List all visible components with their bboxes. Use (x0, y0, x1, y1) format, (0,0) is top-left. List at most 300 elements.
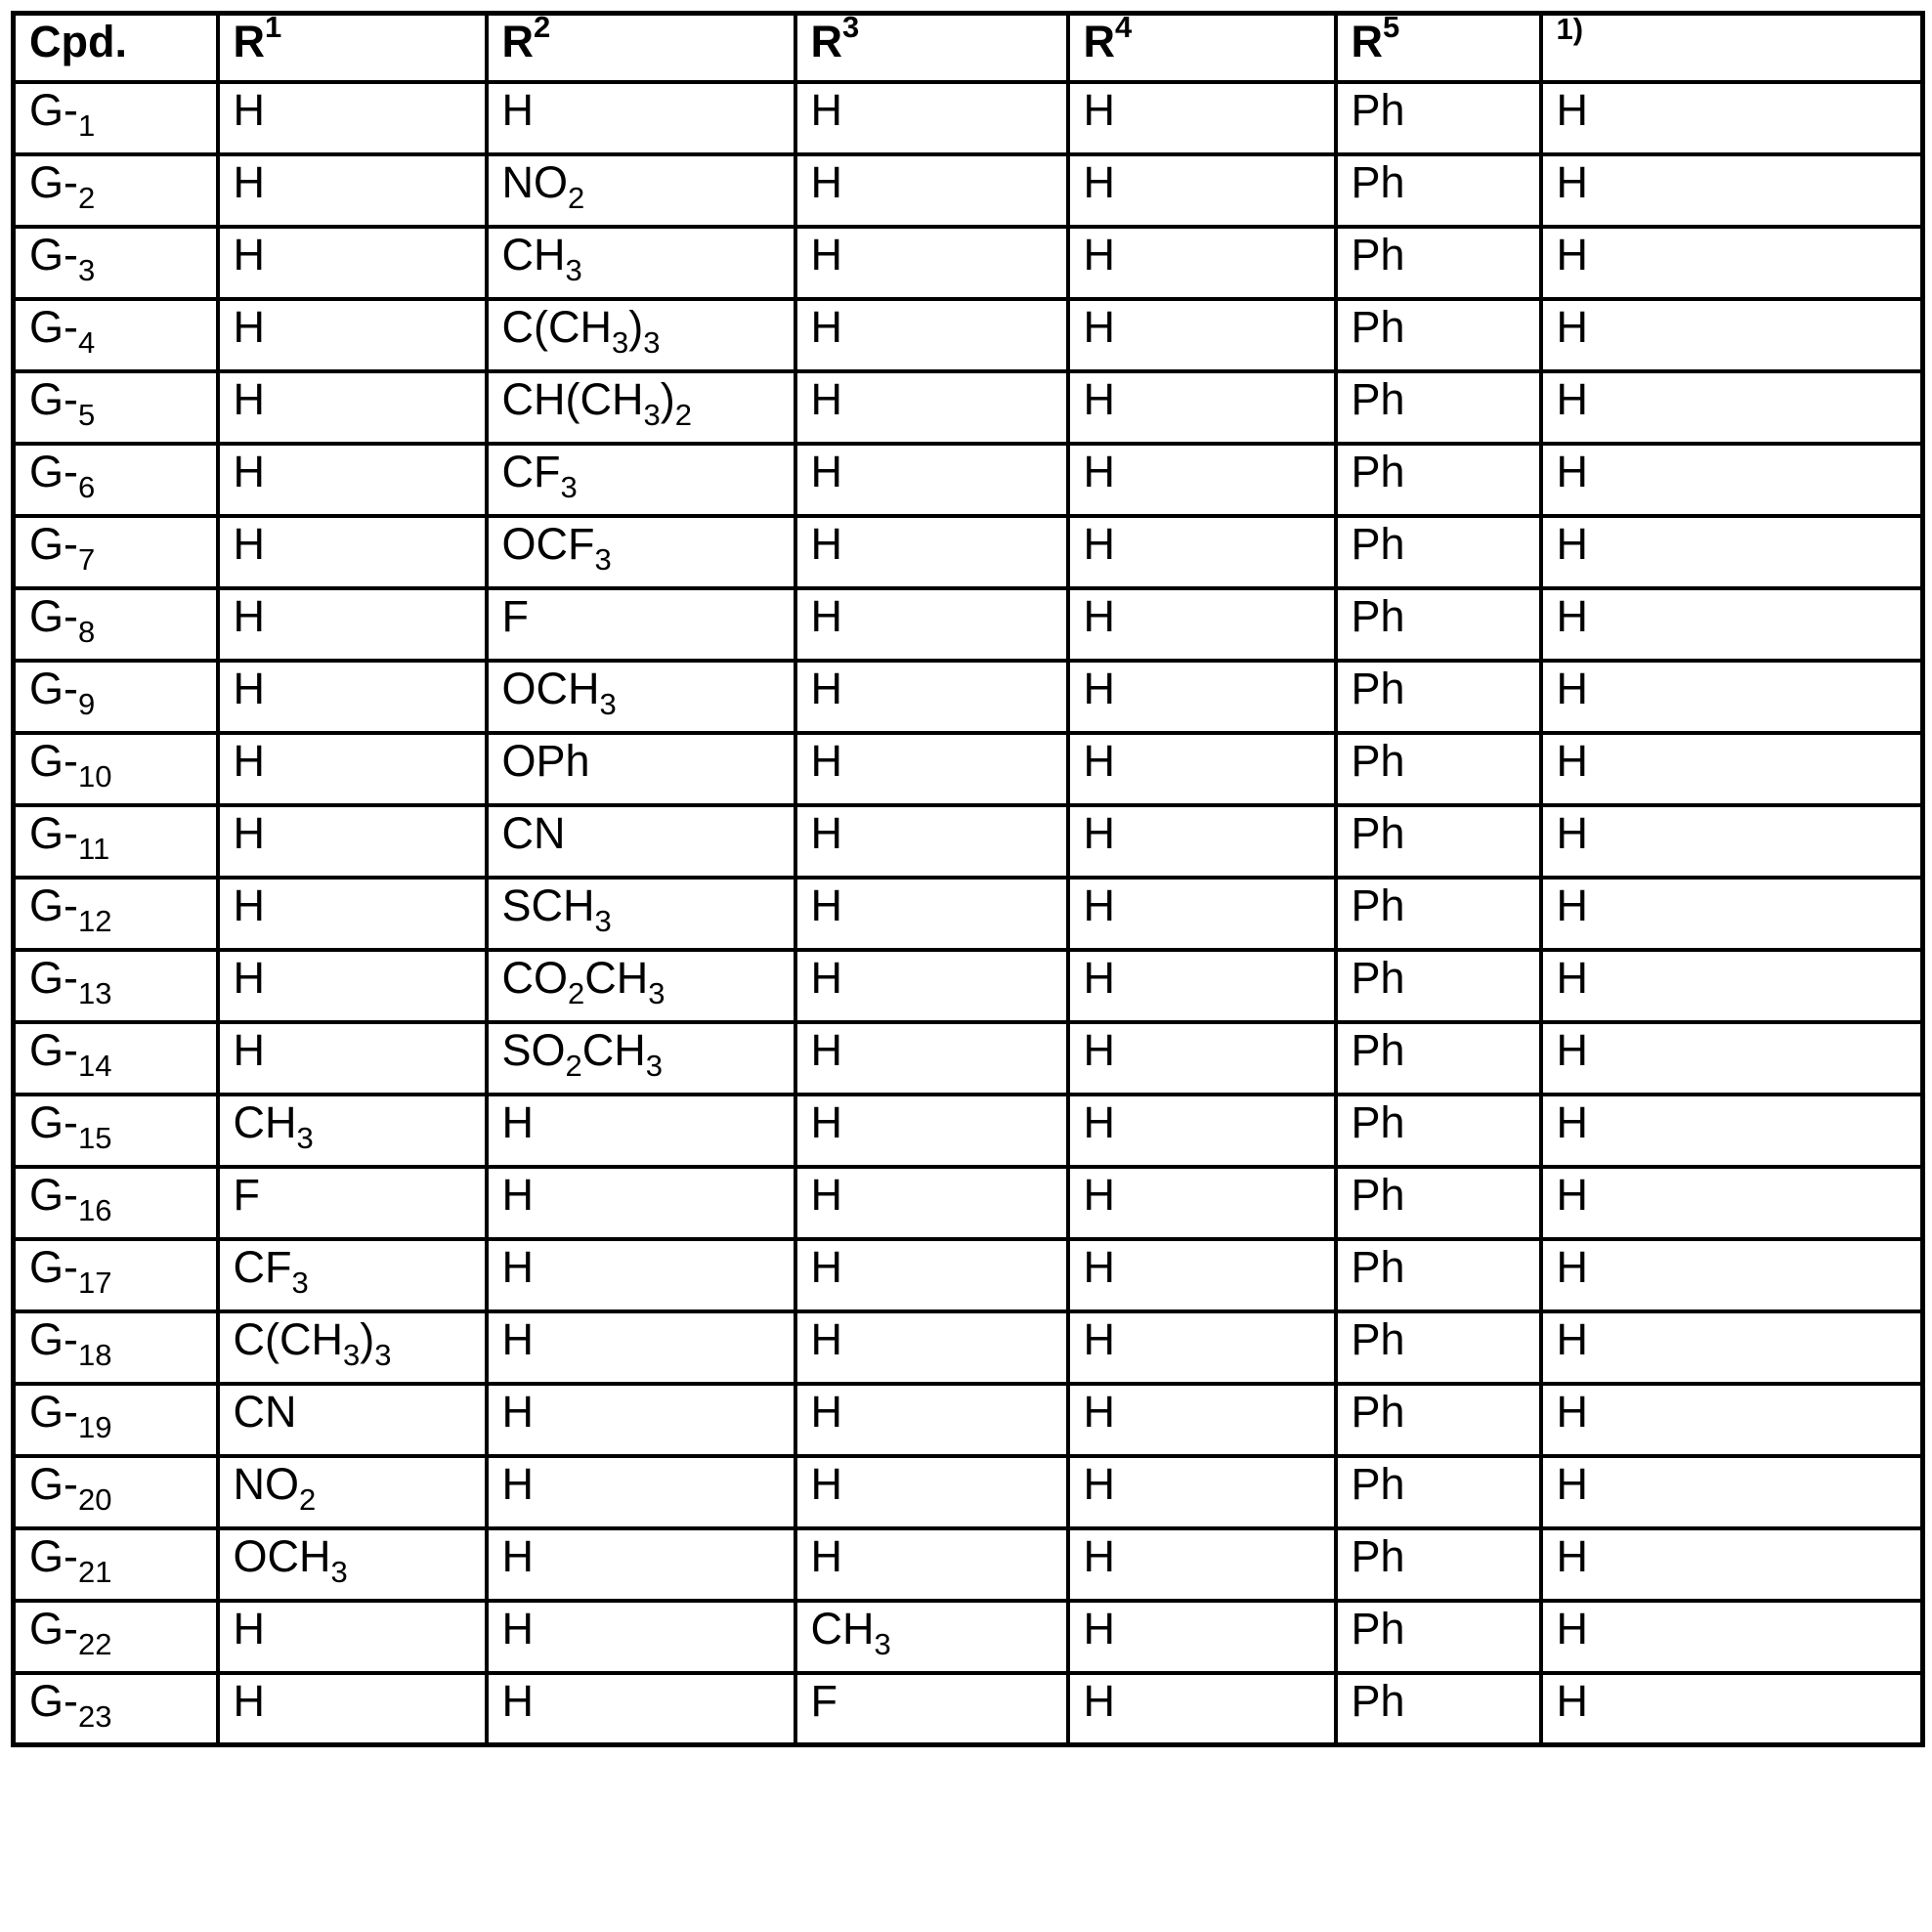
cell-r2 (487, 805, 795, 878)
cell-r1 (218, 1022, 487, 1095)
cell-note (1541, 733, 1923, 805)
cell-r2 (487, 371, 795, 444)
table-row (14, 299, 1923, 371)
substituent-value: H (233, 1675, 265, 1726)
cell-r4 (1068, 1528, 1336, 1601)
cell-r2 (487, 1095, 795, 1167)
substituent-value: H (1083, 1458, 1115, 1509)
header-superscript: 2 (534, 10, 551, 44)
cell-note (1541, 1528, 1923, 1601)
cell-r3 (795, 661, 1068, 733)
cell-note (1541, 661, 1923, 733)
substituent-value: H (810, 1530, 842, 1581)
substituent-value: H (1556, 1024, 1588, 1075)
cell-r5 (1336, 154, 1541, 227)
substituent-value: H (1556, 807, 1588, 858)
substituent-value: H (501, 1386, 534, 1437)
substituent-value: H (1083, 301, 1115, 352)
substituent-value: H (501, 1530, 534, 1581)
cell-r3 (795, 227, 1068, 299)
cell-note (1541, 1456, 1923, 1528)
compound-id: $G-_{16}$ (29, 1169, 112, 1227)
substituent-value: H (1083, 229, 1115, 279)
cell-r5 (1336, 1384, 1541, 1456)
cell-cpd (14, 371, 218, 444)
table-row (14, 227, 1923, 299)
substituent-value: H (233, 446, 265, 496)
substituent-value: H (233, 518, 265, 569)
substituent-value: H (1083, 1603, 1115, 1653)
compound-id: $G-_4$ (29, 301, 96, 360)
cell-r1 (218, 805, 487, 878)
substituent-value: H (1556, 1458, 1588, 1509)
substituent-value: H (233, 590, 265, 641)
cell-r5 (1336, 82, 1541, 154)
substituent-value: H (233, 84, 265, 135)
cell-r1 (218, 444, 487, 516)
cell-r1 (218, 1167, 487, 1239)
substituent-value: H (1083, 518, 1115, 569)
substituent-value: Ph (1351, 1313, 1405, 1364)
cell-r4 (1068, 516, 1336, 588)
substituent-value: H (810, 518, 842, 569)
cell-r1 (218, 82, 487, 154)
cell-note (1541, 878, 1923, 950)
cell-r4 (1068, 82, 1336, 154)
compound-id: $G-_{18}$ (29, 1313, 112, 1372)
cell-r2 (487, 299, 795, 371)
cell-note (1541, 588, 1923, 661)
substituent-value: Ph (1351, 1024, 1405, 1075)
substituent-value: F (501, 590, 529, 641)
substituent-value: H (1083, 1675, 1115, 1726)
cell-note (1541, 227, 1923, 299)
substituent-value: H (501, 1169, 534, 1220)
header-row (14, 14, 1923, 82)
substituent-value: H (1083, 373, 1115, 424)
substituent-value: H (810, 84, 842, 135)
substituent-value: H (233, 1024, 265, 1075)
table-row (14, 588, 1923, 661)
cell-r2 (487, 227, 795, 299)
cell-r3 (795, 1528, 1068, 1601)
header-superscript: 5 (1383, 10, 1400, 44)
column-header-label-r3: $R^3$ (810, 10, 860, 66)
cell-note (1541, 1167, 1923, 1239)
cell-r5 (1336, 950, 1541, 1022)
substituent-value: H (1556, 590, 1588, 641)
cell-r3 (795, 1095, 1068, 1167)
table-body (14, 82, 1923, 1745)
substituent-value: $OCF_3$ (501, 518, 612, 577)
substituent-value: H (1556, 735, 1588, 786)
substituent-value: H (1556, 518, 1588, 569)
cell-cpd (14, 1167, 218, 1239)
cell-r4 (1068, 444, 1336, 516)
cell-cpd (14, 878, 218, 950)
substituent-value: H (1083, 1169, 1115, 1220)
substituent-value: H (501, 1096, 534, 1147)
substituent-value: H (1556, 373, 1588, 424)
substituent-value: $CF_3$ (233, 1241, 309, 1300)
cell-r4 (1068, 227, 1336, 299)
substituent-value: H (501, 84, 534, 135)
cell-r5 (1336, 733, 1541, 805)
cell-cpd (14, 661, 218, 733)
substituent-value: $SCH_3$ (501, 880, 612, 938)
cell-r1 (218, 154, 487, 227)
table-row (14, 1456, 1923, 1528)
column-header-r2 (487, 10, 795, 82)
substituent-value: Ph (1351, 1603, 1405, 1653)
substituent-value: H (1556, 952, 1588, 1003)
cell-r2 (487, 733, 795, 805)
cell-cpd (14, 1022, 218, 1095)
substituent-value: H (1556, 1675, 1588, 1726)
cell-note (1541, 1311, 1923, 1384)
table-row (14, 805, 1923, 878)
compound-id: $G-_{17}$ (29, 1241, 112, 1300)
substituent-value: H (501, 1241, 534, 1292)
cell-r5 (1336, 299, 1541, 371)
cell-r3 (795, 588, 1068, 661)
table-row (14, 516, 1923, 588)
compound-id: $G-_5$ (29, 373, 96, 432)
table-row (14, 1601, 1923, 1673)
cell-r5 (1336, 805, 1541, 878)
cell-note (1541, 299, 1923, 371)
substituent-value: H (1556, 1096, 1588, 1147)
substituent-value: H (1083, 1386, 1115, 1437)
cell-r5 (1336, 1311, 1541, 1384)
cell-r5 (1336, 1601, 1541, 1673)
cell-r2 (487, 588, 795, 661)
substituent-value: F (810, 1675, 837, 1726)
cell-r3 (795, 733, 1068, 805)
cell-cpd (14, 805, 218, 878)
cell-note (1541, 805, 1923, 878)
substituent-value: H (233, 880, 265, 930)
cell-note (1541, 1239, 1923, 1311)
header-superscript: 1 (265, 10, 282, 44)
substituent-value: Ph (1351, 663, 1405, 713)
compound-id: $G-_2$ (29, 156, 96, 215)
cell-r3 (795, 1601, 1068, 1673)
cell-r2 (487, 1456, 795, 1528)
substituent-value: H (1083, 1530, 1115, 1581)
cell-r2 (487, 154, 795, 227)
cell-r1 (218, 1384, 487, 1456)
cell-r2 (487, 878, 795, 950)
substituent-value: H (810, 663, 842, 713)
cell-r5 (1336, 444, 1541, 516)
substituent-value: H (1083, 1313, 1115, 1364)
substituent-value: H (1083, 590, 1115, 641)
table-row (14, 950, 1923, 1022)
compound-id: $G-_{11}$ (29, 807, 110, 866)
cell-cpd (14, 1673, 218, 1745)
cell-r1 (218, 1673, 487, 1745)
substituent-value: H (1556, 446, 1588, 496)
substituent-value: $CH_3$ (233, 1096, 314, 1155)
cell-r5 (1336, 1528, 1541, 1601)
substituent-value: H (810, 229, 842, 279)
compound-id: $G-_9$ (29, 663, 96, 721)
cell-r1 (218, 733, 487, 805)
compound-id: $G-_{14}$ (29, 1024, 112, 1083)
substituent-value: Ph (1351, 1241, 1405, 1292)
substituent-value: H (810, 446, 842, 496)
substituent-value: H (1083, 663, 1115, 713)
compound-id: $G-_3$ (29, 229, 96, 287)
cell-r5 (1336, 1239, 1541, 1311)
substituent-value: H (1083, 1241, 1115, 1292)
substituent-value: H (1083, 880, 1115, 930)
cell-r4 (1068, 805, 1336, 878)
substituent-value: $CH_3$ (810, 1603, 891, 1661)
substituent-value: H (810, 1386, 842, 1437)
substituent-value: H (501, 1313, 534, 1364)
cell-r2 (487, 444, 795, 516)
footnote-marker: 1) (1556, 12, 1584, 46)
cell-r4 (1068, 299, 1336, 371)
cell-cpd (14, 733, 218, 805)
substituent-value: Ph (1351, 1675, 1405, 1726)
table-header (14, 10, 1923, 82)
substituent-value: H (810, 1313, 842, 1364)
substituent-value: H (1556, 1386, 1588, 1437)
cell-note (1541, 1022, 1923, 1095)
cell-r1 (218, 1095, 487, 1167)
cell-r2 (487, 1601, 795, 1673)
table-row (14, 1239, 1923, 1311)
cell-r5 (1336, 661, 1541, 733)
column-header-cpd (14, 14, 218, 82)
substituent-value: $OCH_3$ (501, 663, 617, 721)
cell-r3 (795, 1311, 1068, 1384)
substituent-value: H (1556, 301, 1588, 352)
cell-cpd (14, 588, 218, 661)
substituent-value: H (810, 952, 842, 1003)
cell-note (1541, 1673, 1923, 1745)
substituent-value: $C(CH_3)_3$ (233, 1313, 392, 1372)
substituent-value: Ph (1351, 373, 1405, 424)
substituent-value: H (1083, 1096, 1115, 1147)
substituent-value: H (1556, 1313, 1588, 1364)
compound-id: $G-_{12}$ (29, 880, 112, 938)
substituent-value: H (1083, 735, 1115, 786)
cell-cpd (14, 227, 218, 299)
cell-r5 (1336, 878, 1541, 950)
substituent-value: H (810, 1241, 842, 1292)
cell-r4 (1068, 1095, 1336, 1167)
cell-r4 (1068, 1239, 1336, 1311)
table-row (14, 1167, 1923, 1239)
cell-r1 (218, 1528, 487, 1601)
substituent-value: H (1083, 952, 1115, 1003)
cell-note (1541, 154, 1923, 227)
substituent-value: H (1083, 156, 1115, 207)
column-header-note (1541, 14, 1923, 82)
column-header-label-cpd: Cpd. (29, 17, 127, 66)
substituent-value: H (810, 880, 842, 930)
cell-cpd (14, 154, 218, 227)
substituent-value: Ph (1351, 1169, 1405, 1220)
substituent-value: $OCH_3$ (233, 1530, 348, 1589)
cell-r3 (795, 516, 1068, 588)
substituent-value: CN (233, 1386, 297, 1437)
cell-r5 (1336, 227, 1541, 299)
substituent-value: Ph (1351, 446, 1405, 496)
cell-cpd (14, 950, 218, 1022)
cell-r4 (1068, 878, 1336, 950)
cell-r1 (218, 878, 487, 950)
table-row (14, 1311, 1923, 1384)
compound-id: $G-_{20}$ (29, 1458, 112, 1517)
compound-id: $G-_6$ (29, 446, 96, 504)
substituent-value: H (233, 735, 265, 786)
substituent-value: H (1556, 880, 1588, 930)
substituent-value: H (810, 373, 842, 424)
cell-r5 (1336, 516, 1541, 588)
cell-r2 (487, 82, 795, 154)
cell-r1 (218, 371, 487, 444)
substituent-value: H (233, 156, 265, 207)
substituent-value: H (501, 1603, 534, 1653)
cell-r1 (218, 227, 487, 299)
cell-r1 (218, 1311, 487, 1384)
substituent-value: OPh (501, 735, 590, 786)
substituent-value: Ph (1351, 807, 1405, 858)
substituent-value: H (501, 1458, 534, 1509)
substituent-value: Ph (1351, 735, 1405, 786)
substituent-value: $NO_2$ (501, 156, 585, 215)
cell-r4 (1068, 1167, 1336, 1239)
substituent-value: H (233, 663, 265, 713)
compound-id: $G-_{23}$ (29, 1675, 112, 1734)
cell-r5 (1336, 1673, 1541, 1745)
substituent-value: H (810, 1458, 842, 1509)
cell-r4 (1068, 1673, 1336, 1745)
compound-id: $G-_7$ (29, 518, 96, 577)
substituent-value: H (810, 156, 842, 207)
table-row (14, 733, 1923, 805)
cell-r1 (218, 516, 487, 588)
substituent-value: $CH_3$ (501, 229, 582, 287)
cell-r4 (1068, 1311, 1336, 1384)
cell-r4 (1068, 154, 1336, 227)
cell-r4 (1068, 588, 1336, 661)
substituent-value: $CF_3$ (501, 446, 578, 504)
cell-r2 (487, 661, 795, 733)
column-header-r1 (218, 10, 487, 82)
cell-r2 (487, 1384, 795, 1456)
cell-r2 (487, 1311, 795, 1384)
cell-cpd (14, 1239, 218, 1311)
substituent-value: $NO_2$ (233, 1458, 317, 1517)
substituent-value: H (1083, 807, 1115, 858)
cell-r2 (487, 1673, 795, 1745)
substituent-value: H (1083, 1024, 1115, 1075)
cell-cpd (14, 1456, 218, 1528)
substituent-value: H (810, 590, 842, 641)
cell-note (1541, 371, 1923, 444)
cell-r1 (218, 1601, 487, 1673)
column-header-label-r4: $R^4$ (1083, 10, 1133, 66)
cell-r3 (795, 950, 1068, 1022)
substituent-value: H (1556, 84, 1588, 135)
cell-r5 (1336, 1167, 1541, 1239)
cell-cpd (14, 444, 218, 516)
cell-cpd (14, 299, 218, 371)
substituent-value: H (810, 1096, 842, 1147)
table-row (14, 661, 1923, 733)
substituent-value: H (233, 373, 265, 424)
table-row (14, 1384, 1923, 1456)
table-row (14, 82, 1923, 154)
cell-r3 (795, 82, 1068, 154)
compound-id: $G-_8$ (29, 590, 96, 649)
cell-r2 (487, 516, 795, 588)
column-header-label-note (1556, 12, 1584, 66)
substituent-value: Ph (1351, 518, 1405, 569)
substituent-value: H (1556, 1530, 1588, 1581)
substituent-value: H (233, 229, 265, 279)
substituent-value: $C(CH_3)_3$ (501, 301, 661, 360)
substituent-value: H (1556, 1241, 1588, 1292)
header-superscript: 3 (842, 10, 860, 44)
cell-r3 (795, 371, 1068, 444)
cell-note (1541, 1601, 1923, 1673)
substituent-value: H (810, 1169, 842, 1220)
cell-r2 (487, 1022, 795, 1095)
table-row (14, 878, 1923, 950)
cell-r4 (1068, 371, 1336, 444)
substituent-value: H (1556, 156, 1588, 207)
substituent-value: Ph (1351, 880, 1405, 930)
table-row (14, 371, 1923, 444)
cell-r4 (1068, 1456, 1336, 1528)
compound-id: $G-_{19}$ (29, 1386, 112, 1444)
cell-r3 (795, 1239, 1068, 1311)
substituent-value: H (810, 1024, 842, 1075)
cell-note (1541, 516, 1923, 588)
table-row (14, 1528, 1923, 1601)
substituent-value: F (233, 1169, 260, 1220)
cell-r5 (1336, 1456, 1541, 1528)
column-header-r3 (795, 10, 1068, 82)
substituent-value: H (1556, 1603, 1588, 1653)
substituent-value: H (233, 807, 265, 858)
cell-cpd (14, 1384, 218, 1456)
cell-cpd (14, 1095, 218, 1167)
compound-id: $G-_1$ (29, 84, 96, 143)
substituent-value: H (810, 735, 842, 786)
cell-r2 (487, 1239, 795, 1311)
cell-r3 (795, 154, 1068, 227)
table-row (14, 1095, 1923, 1167)
cell-note (1541, 1095, 1923, 1167)
cell-r3 (795, 1167, 1068, 1239)
compound-id: $G-_{22}$ (29, 1603, 112, 1661)
substituent-value: H (810, 807, 842, 858)
column-header-label-r1: $R^1$ (233, 10, 282, 66)
substituent-value: H (1556, 663, 1588, 713)
substituent-value: H (810, 301, 842, 352)
cell-r4 (1068, 950, 1336, 1022)
cell-r1 (218, 588, 487, 661)
cell-note (1541, 1384, 1923, 1456)
